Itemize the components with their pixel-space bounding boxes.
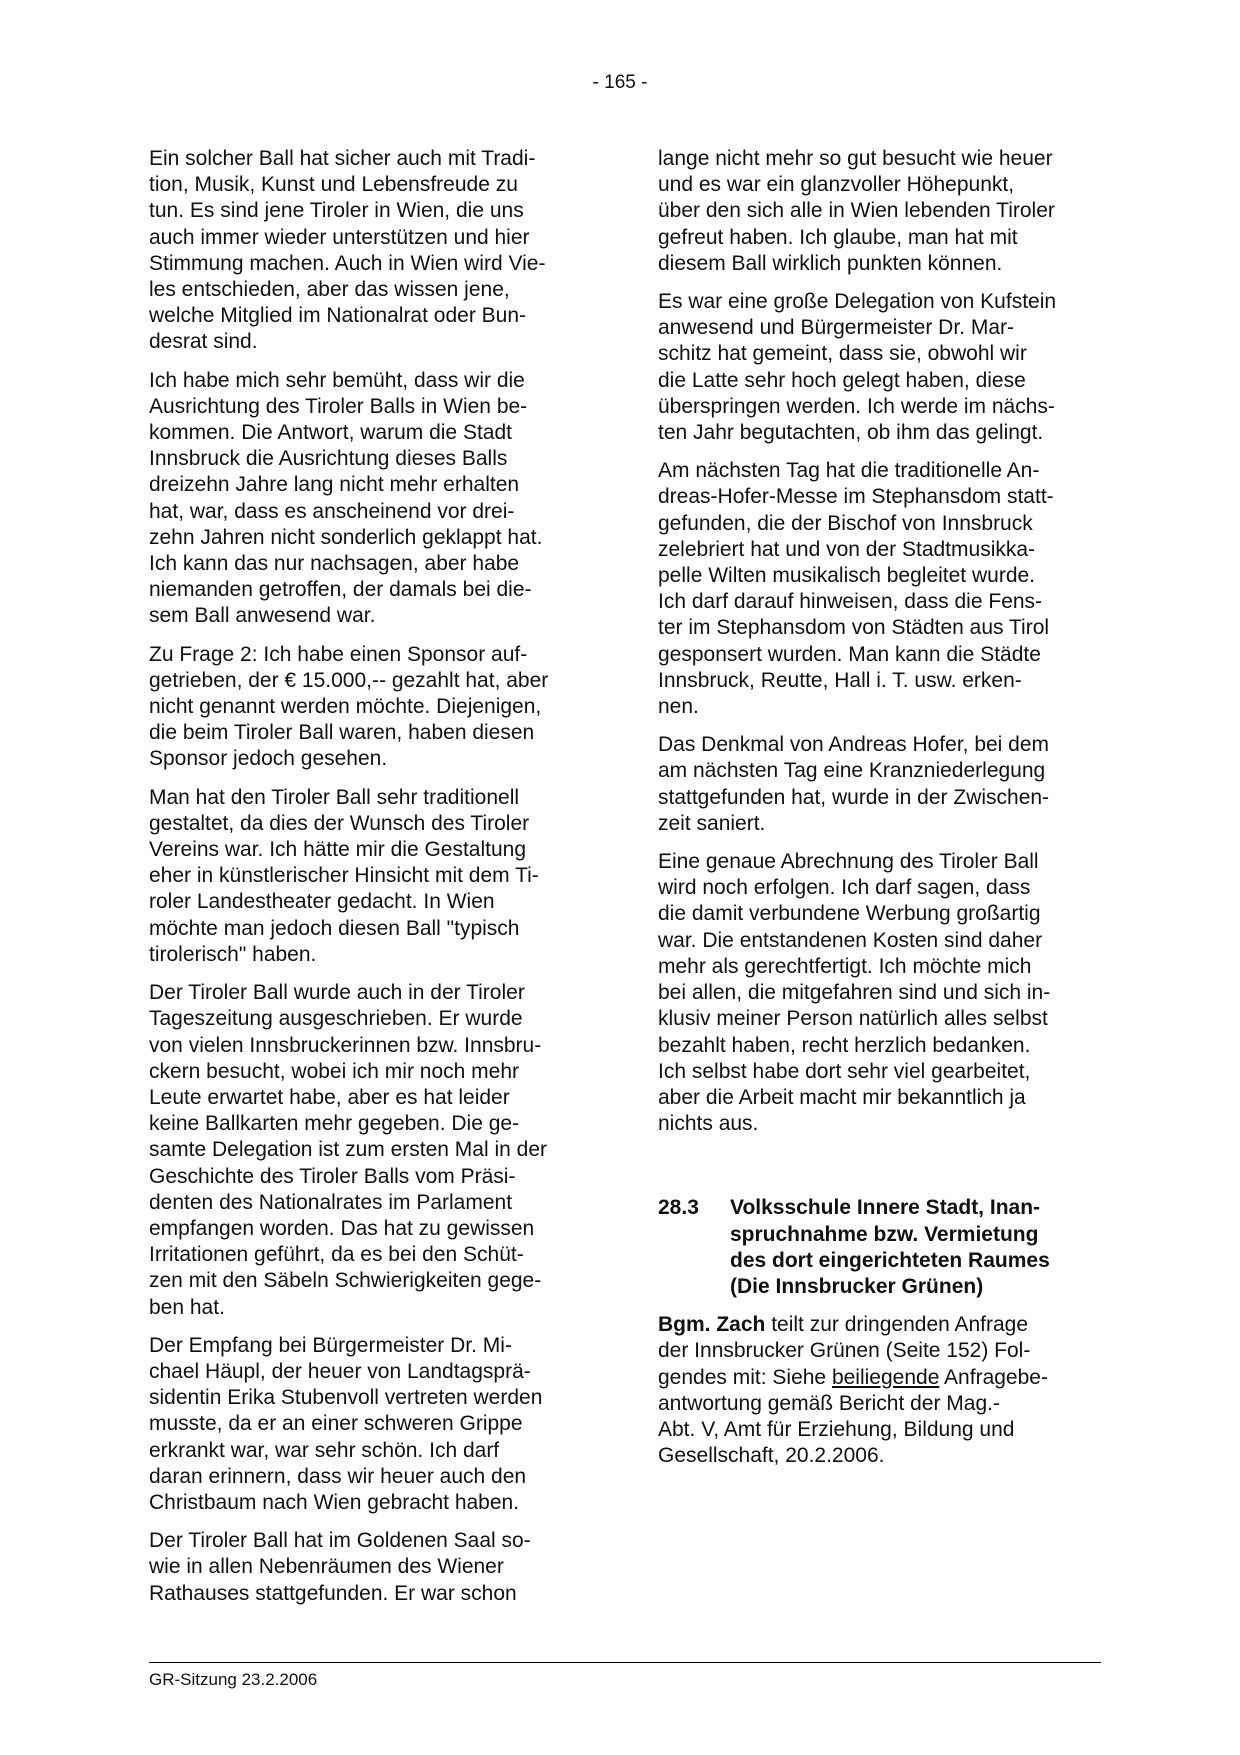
text-fragment: gendes mit: Siehe xyxy=(658,1365,832,1389)
text-line: Abt. V, Amt für Erziehung, Bildung und xyxy=(658,1417,1015,1441)
text-line: dreizehn Jahre lang nicht mehr erhalten xyxy=(149,473,520,497)
text-line: Es war eine große Delegation von Kufstein xyxy=(658,290,1057,314)
paragraph xyxy=(658,849,1103,1137)
text-line: ckern besucht, wobei ich mir noch mehr xyxy=(149,1059,519,1083)
text-line: über den sich alle in Wien lebenden Tiroler xyxy=(658,199,1055,223)
left-column xyxy=(149,146,589,1619)
text-line: Innsbruck die Ausrichtung dieses Balls xyxy=(149,447,508,471)
text-line: nicht genannt werden möchte. Diejenigen, xyxy=(149,695,542,719)
text-line: kommen. Die Antwort, warum die Stadt xyxy=(149,421,512,445)
footer-divider xyxy=(149,1662,1101,1663)
text-line: Gesellschaft, 20.2.2006. xyxy=(658,1444,885,1468)
text-line: Das Denkmal von Andreas Hofer, bei dem xyxy=(658,733,1050,757)
text-line: Christbaum nach Wien gebracht haben. xyxy=(149,1490,520,1514)
text-line: Ich habe mich sehr bemüht, dass wir die xyxy=(149,368,525,392)
text-line: zelebriert hat und von der Stadtmusikka- xyxy=(658,537,1036,561)
text-line: zehn Jahren nicht sonderlich geklappt hat. xyxy=(149,525,543,549)
text-line: Der Tiroler Ball hat im Goldenen Saal so- xyxy=(149,1529,531,1553)
text-line: überspringen werden. Ich werde im nächs- xyxy=(658,394,1055,418)
text-line: Ausrichtung des Tiroler Balls in Wien be- xyxy=(149,394,528,418)
text-line: Am nächsten Tag hat die traditionelle An- xyxy=(658,459,1040,483)
text-line: antwortung gemäß Bericht der Mag.- xyxy=(658,1391,1000,1415)
section-title-line: Volksschule Innere Stadt, Inan- xyxy=(730,1196,1041,1220)
text-line: Vereins war. Ich hätte mir die Gestaltung xyxy=(149,838,527,862)
text-line: hat, war, dass es anscheinend vor drei- xyxy=(149,499,515,523)
text-line: niemanden getroffen, der damals bei die- xyxy=(149,578,532,602)
paragraph xyxy=(658,458,1103,720)
text-line: les entschieden, aber das wissen jene, xyxy=(149,278,510,302)
text-line: zeit saniert. xyxy=(658,811,766,835)
speaker-name: Bgm. Zach xyxy=(658,1313,766,1337)
paragraph xyxy=(149,1333,589,1516)
text-line: lange nicht mehr so gut besucht wie heuer xyxy=(658,147,1053,170)
text-line: Sponsor jedoch gesehen. xyxy=(149,747,388,771)
text-line: und es war ein glanzvoller Höhepunkt, xyxy=(658,173,1015,197)
text-line: Irritationen geführt, da es bei den Schüt- xyxy=(149,1243,524,1267)
text-line: war. Die entstandenen Kosten sind daher xyxy=(658,928,1043,952)
attachment-link[interactable]: beiliegende xyxy=(831,1365,940,1389)
text-line xyxy=(658,1312,1103,1338)
section-title xyxy=(730,1195,1103,1300)
text-line: zen mit den Säbeln Schwierigkeiten gege- xyxy=(149,1269,542,1293)
text-line: Geschichte des Tiroler Balls vom Präsi- xyxy=(149,1164,516,1188)
text-line: diesem Ball wirklich punkten können. xyxy=(658,251,1003,275)
text-line: getrieben, der € 15.000,-- gezahlt hat, aber xyxy=(149,668,549,692)
text-line: tirolerisch" haben. xyxy=(149,942,317,966)
text-line: von vielen Innsbruckerinnen bzw. Innsbru- xyxy=(149,1033,542,1057)
text-line: stattgefunden hat, wurde in der Zwischen- xyxy=(658,785,1050,809)
right-column xyxy=(658,146,1103,1481)
paragraph xyxy=(149,785,589,968)
text-line: gefreut haben. Ich glaube, man hat mit xyxy=(658,225,1018,249)
text-line: wird noch erfolgen. Ich darf sagen, dass xyxy=(658,876,1031,900)
text-line: Ich darf darauf hinweisen, dass die Fens- xyxy=(658,590,1043,614)
text-line: welche Mitglied im Nationalrat oder Bun- xyxy=(149,304,527,328)
text-line: aber die Arbeit macht mir bekanntlich ja xyxy=(658,1085,1026,1109)
text-line: Zu Frage 2: Ich habe einen Sponsor auf- xyxy=(149,642,528,666)
text-line: Der Empfang bei Bürgermeister Dr. Mi- xyxy=(149,1333,512,1357)
text-line: nen. xyxy=(658,695,699,719)
section-title-line: spruchnahme bzw. Vermietung xyxy=(730,1222,1039,1246)
paragraph xyxy=(658,146,1103,277)
text-line: keine Ballkarten mehr gegeben. Die ge- xyxy=(149,1112,520,1136)
text-line: die Latte sehr hoch gelegt haben, diese xyxy=(658,368,1026,392)
text-line: musste, da er an einer schweren Grippe xyxy=(149,1412,523,1436)
text-fragment: teilt zur dringenden Anfrage xyxy=(765,1313,1029,1337)
text-line: auch immer wieder unterstützen und hier xyxy=(149,225,530,249)
section-heading xyxy=(658,1195,1103,1300)
text-line: Man hat den Tiroler Ball sehr traditionell xyxy=(149,785,520,809)
text-line: am nächsten Tag eine Kranzniederlegung xyxy=(658,759,1046,783)
text-line: erkrankt war, war sehr schön. Ich darf xyxy=(149,1438,500,1462)
text-line: Ein solcher Ball hat sicher auch mit Tradi- xyxy=(149,147,536,170)
text-line: Rathauses stattgefunden. Er war schon xyxy=(149,1581,517,1605)
text-line: gestaltet, da dies der Wunsch des Tiroler xyxy=(149,811,530,835)
section-number: 28.3 xyxy=(658,1196,699,1220)
text-line: Tageszeitung ausgeschrieben. Er wurde xyxy=(149,1007,523,1031)
text-line: denten des Nationalrates im Parlament xyxy=(149,1190,513,1214)
paragraph xyxy=(149,368,589,630)
footer-text: GR-Sitzung 23.2.2006 xyxy=(149,1670,318,1689)
paragraph xyxy=(149,146,589,356)
text-line: schitz hat gemeint, dass sie, obwohl wir xyxy=(658,342,1027,366)
text-line: bezahlt haben, recht herzlich bedanken. xyxy=(658,1033,1031,1057)
text-line: wie in allen Nebenräumen des Wiener xyxy=(149,1555,504,1579)
text-line: Innsbruck, Reutte, Hall i. T. usw. erken- xyxy=(658,668,1022,692)
answer-paragraph xyxy=(658,1312,1103,1469)
text-line: tun. Es sind jene Tiroler in Wien, die uns xyxy=(149,199,524,223)
text-line: ben hat. xyxy=(149,1295,225,1319)
text-line: dreas-Hofer-Messe im Stephansdom statt- xyxy=(658,485,1054,509)
text-fragment: Anfragebe- xyxy=(939,1365,1048,1389)
text-line: desrat sind. xyxy=(149,330,258,354)
text-line: sidentin Erika Stubenvoll vertreten werden xyxy=(149,1386,543,1410)
text-line: pelle Wilten musikalisch begleitet wurde. xyxy=(658,564,1036,588)
paragraph xyxy=(149,980,589,1321)
text-line: empfangen worden. Das hat zu gewissen xyxy=(149,1216,535,1240)
text-line: mehr als gerechtfertigt. Ich möchte mich xyxy=(658,954,1032,978)
text-line: anwesend und Bürgermeister Dr. Mar- xyxy=(658,316,1014,340)
text-line: Leute erwartet habe, aber es hat leider xyxy=(149,1085,510,1109)
text-line: gesponsert wurden. Man kann die Städte xyxy=(658,642,1041,666)
paragraph xyxy=(658,289,1103,446)
text-line: ten Jahr begutachten, ob ihm das gelingt. xyxy=(658,421,1044,445)
section-title-line: des dort eingerichteten Raumes xyxy=(730,1248,1050,1272)
paragraph xyxy=(149,1528,589,1607)
text-line: tion, Musik, Kunst und Lebensfreude zu xyxy=(149,173,518,197)
text-line: die damit verbundene Werbung großartig xyxy=(658,902,1041,926)
text-line: daran erinnern, dass wir heuer auch den xyxy=(149,1464,527,1488)
text-line: roler Landestheater gedacht. In Wien xyxy=(149,890,495,914)
text-line: eher in künstlerischer Hinsicht mit dem Ti- xyxy=(149,864,539,888)
text-line: bei allen, die mitgefahren sind und sich in- xyxy=(658,981,1051,1005)
page-number: - 165 - xyxy=(592,72,648,93)
text-line: Ich kann das nur nachsagen, aber habe xyxy=(149,552,520,576)
text-line: chael Häupl, der heuer von Landtagsprä- xyxy=(149,1359,531,1383)
text-line: Der Tiroler Ball wurde auch in der Tiroler xyxy=(149,981,525,1005)
text-line: Ich selbst habe dort sehr viel gearbeitet, xyxy=(658,1059,1031,1083)
text-line: sem Ball anwesend war. xyxy=(149,604,376,628)
text-line: der Innsbrucker Grünen (Seite 152) Fol- xyxy=(658,1339,1031,1363)
paragraph xyxy=(658,732,1103,837)
text-line: Stimmung machen. Auch in Wien wird Vie- xyxy=(149,251,546,275)
text-line: möchte man jedoch diesen Ball "typisch xyxy=(149,916,520,940)
text-line xyxy=(658,1365,1103,1391)
text-line: samte Delegation ist zum ersten Mal in der xyxy=(149,1138,548,1162)
text-line: gefunden, die der Bischof von Innsbruck xyxy=(658,511,1033,535)
paragraph xyxy=(149,642,589,773)
text-line: klusiv meiner Person natürlich alles selbst xyxy=(658,1007,1048,1031)
text-line: Eine genaue Abrechnung des Tiroler Ball xyxy=(658,850,1039,874)
text-line: nichts aus. xyxy=(658,1112,759,1136)
text-line: die beim Tiroler Ball waren, haben diesen xyxy=(149,721,535,745)
section-spacer xyxy=(658,1149,1103,1195)
section-title-line: (Die Innsbrucker Grünen) xyxy=(730,1274,984,1298)
text-line: ter im Stephansdom von Städten aus Tirol xyxy=(658,616,1050,640)
